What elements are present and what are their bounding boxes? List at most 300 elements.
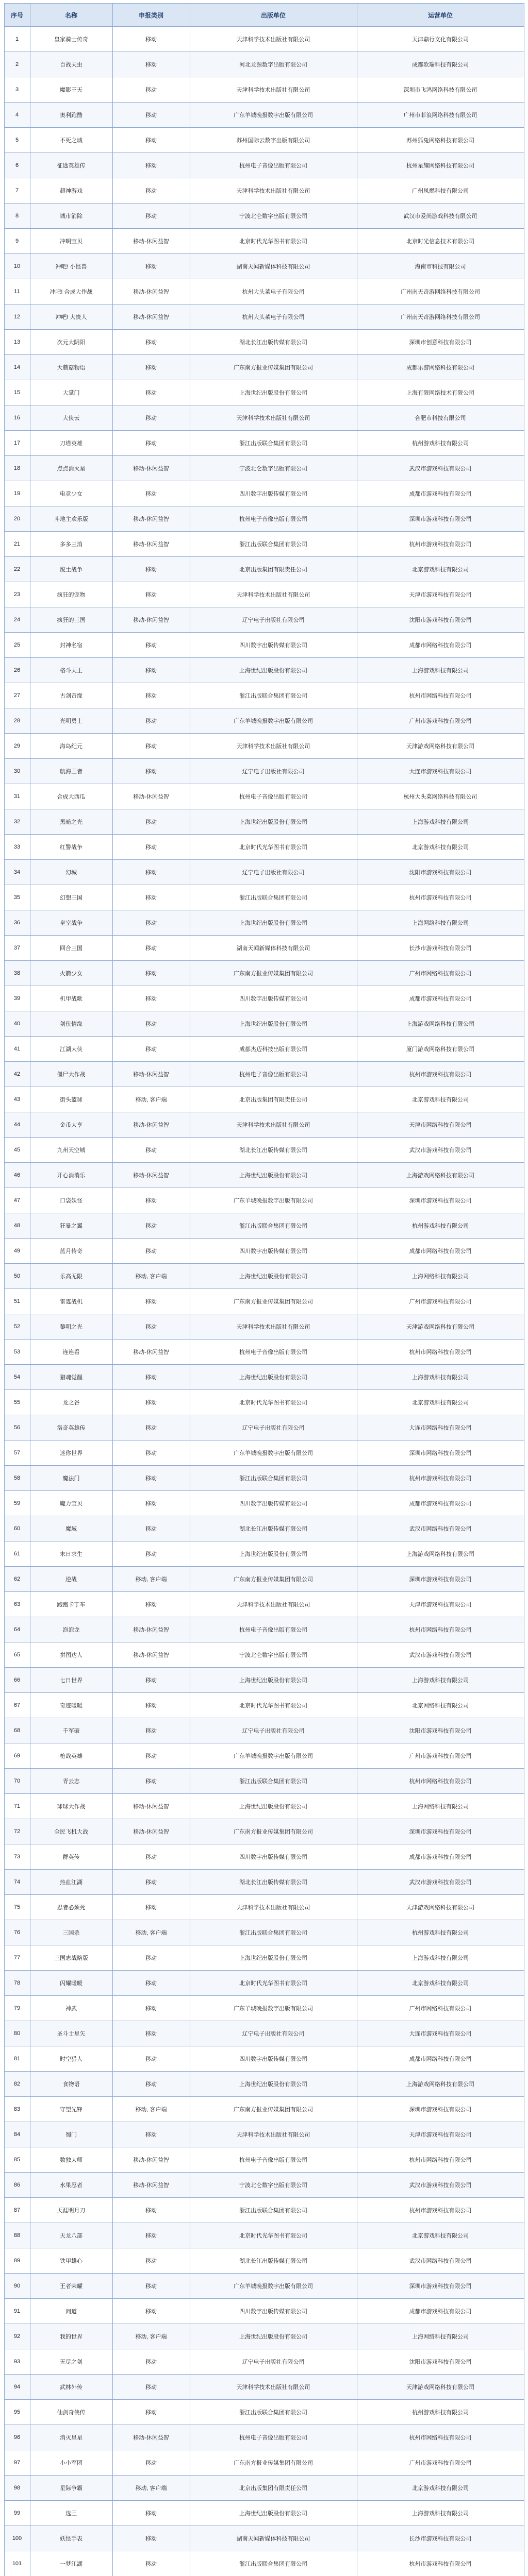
cell-index: 75 xyxy=(4,1895,30,1920)
cell-publisher: 浙江出版联合集团有限公司 xyxy=(190,431,357,456)
cell-category: 移动 xyxy=(112,936,190,961)
cell-category: 移动 xyxy=(112,1945,190,1971)
cell-category: 移动 xyxy=(112,1138,190,1163)
table-row xyxy=(4,1693,524,1718)
cell-name: 疯狂的宠物 xyxy=(30,582,112,607)
table-row xyxy=(4,1087,524,1112)
cell-operator: 上海游戏科技有限公司 xyxy=(357,1365,524,1390)
cell-operator: 上海游戏网络科技有限公司 xyxy=(357,1163,524,1188)
cell-category: 移动 xyxy=(112,658,190,683)
cell-category: 移动 xyxy=(112,1188,190,1213)
cell-operator: 北京游戏科技有限公司 xyxy=(357,1971,524,1996)
table-row xyxy=(4,1239,524,1264)
cell-operator: 上海游戏科技有限公司 xyxy=(357,809,524,835)
table-row xyxy=(4,380,524,405)
cell-index: 13 xyxy=(4,330,30,355)
cell-category: 移动 xyxy=(112,633,190,658)
cell-operator: 天津市游戏科技有限公司 xyxy=(357,2122,524,2147)
cell-index: 29 xyxy=(4,734,30,759)
cell-name: 开心消消乐 xyxy=(30,1163,112,1188)
cell-operator: 广州市网络科技有限公司 xyxy=(357,961,524,986)
cell-index: 87 xyxy=(4,2198,30,2223)
cell-index: 46 xyxy=(4,1163,30,1188)
cell-publisher: 上海世纪出版股份有限公司 xyxy=(190,1163,357,1188)
cell-index: 45 xyxy=(4,1138,30,1163)
cell-index: 71 xyxy=(4,1794,30,1819)
cell-publisher: 辽宁电子出版社有限公司 xyxy=(190,607,357,633)
cell-category: 移动 xyxy=(112,2349,190,2375)
cell-publisher: 辽宁电子出版社有限公司 xyxy=(190,759,357,784)
cell-operator: 天津鼎行文化有限公司 xyxy=(357,27,524,52)
cell-category: 移动 xyxy=(112,1213,190,1239)
cell-operator: 北京时光信息技术有限公司 xyxy=(357,229,524,254)
cell-name: 冲啊宝贝 xyxy=(30,229,112,254)
table-row xyxy=(4,2223,524,2248)
cell-category: 移动, 客户端 xyxy=(112,1264,190,1289)
cell-name: 征途英雄传 xyxy=(30,153,112,178)
table-row xyxy=(4,1617,524,1642)
cell-name: 格斗天王 xyxy=(30,658,112,683)
cell-index: 81 xyxy=(4,2046,30,2072)
cell-category: 移动 xyxy=(112,355,190,380)
cell-index: 93 xyxy=(4,2349,30,2375)
table-row xyxy=(4,2046,524,2072)
cell-category: 移动 xyxy=(112,2223,190,2248)
cell-name: 圣斗士星矢 xyxy=(30,2021,112,2046)
cell-category: 移动 xyxy=(112,1415,190,1440)
cell-index: 5 xyxy=(4,128,30,153)
table-row xyxy=(4,2198,524,2223)
cell-publisher: 上海世纪出版股份有限公司 xyxy=(190,2324,357,2349)
cell-category: 移动 xyxy=(112,153,190,178)
cell-name: 剑侠情缘 xyxy=(30,1011,112,1037)
cell-category: 移动 xyxy=(112,1516,190,1541)
table-row xyxy=(4,355,524,380)
cell-operator: 北京游戏科技有限公司 xyxy=(357,835,524,860)
cell-index: 79 xyxy=(4,1996,30,2021)
cell-operator: 广州南天奇游网络科技有限公司 xyxy=(357,279,524,304)
cell-index: 37 xyxy=(4,936,30,961)
cell-operator: 上海网络科技有限公司 xyxy=(357,910,524,936)
cell-operator: 上海网络科技有限公司 xyxy=(357,1264,524,1289)
cell-publisher: 北京时代光华图书有限公司 xyxy=(190,1390,357,1415)
table-row xyxy=(4,1743,524,1769)
cell-index: 34 xyxy=(4,860,30,885)
cell-operator: 沈阳市游戏科技有限公司 xyxy=(357,607,524,633)
cell-publisher: 天津科学技术出版社有限公司 xyxy=(190,2122,357,2147)
cell-category: 移动 xyxy=(112,708,190,734)
cell-publisher: 杭州大头菜电子有限公司 xyxy=(190,304,357,330)
cell-index: 66 xyxy=(4,1668,30,1693)
cell-category: 移动 xyxy=(112,2274,190,2299)
cell-category: 移动, 客户端 xyxy=(112,2324,190,2349)
cell-publisher: 广东南方报业传媒集团有限公司 xyxy=(190,1567,357,1592)
cell-publisher: 北京时代光华图书有限公司 xyxy=(190,229,357,254)
cell-publisher: 广东羊城晚报数字出版有限公司 xyxy=(190,708,357,734)
cell-index: 2 xyxy=(4,52,30,77)
cell-category: 移动 xyxy=(112,1239,190,1264)
cell-operator: 大连市游戏科技有限公司 xyxy=(357,759,524,784)
table-row xyxy=(4,784,524,809)
table-row xyxy=(4,2274,524,2299)
cell-index: 80 xyxy=(4,2021,30,2046)
table-row xyxy=(4,1188,524,1213)
cell-index: 69 xyxy=(4,1743,30,1769)
cell-index: 67 xyxy=(4,1693,30,1718)
cell-publisher: 上海世纪出版股份有限公司 xyxy=(190,910,357,936)
cell-publisher: 杭州电子音像出版有限公司 xyxy=(190,1617,357,1642)
cell-index: 94 xyxy=(4,2375,30,2400)
cell-name: 武林外传 xyxy=(30,2375,112,2400)
table-row xyxy=(4,1415,524,1440)
cell-index: 60 xyxy=(4,1516,30,1541)
cell-category: 移动-休闲益智 xyxy=(112,2173,190,2198)
cell-publisher: 苏州国际云数字出版有限公司 xyxy=(190,128,357,153)
cell-category: 移动-休闲益智 xyxy=(112,1794,190,1819)
cell-index: 36 xyxy=(4,910,30,936)
cell-category: 移动 xyxy=(112,2198,190,2223)
cell-name: 闪耀暖暖 xyxy=(30,1971,112,1996)
cell-name: 江湖大侠 xyxy=(30,1037,112,1062)
cell-operator: 上海网络科技有限公司 xyxy=(357,1794,524,1819)
cell-publisher: 广东羊城晚报数字出版有限公司 xyxy=(190,1996,357,2021)
cell-operator: 杭州市网络科技有限公司 xyxy=(357,683,524,708)
cell-publisher: 四川数字出版传媒有限公司 xyxy=(190,1239,357,1264)
cell-operator: 成都市游戏科技有限公司 xyxy=(357,1491,524,1516)
table-row xyxy=(4,2097,524,2122)
cell-publisher: 天津科学技术出版社有限公司 xyxy=(190,734,357,759)
cell-name: 狂暴之翼 xyxy=(30,1213,112,1239)
table-row xyxy=(4,405,524,431)
table-row xyxy=(4,2299,524,2324)
document-page xyxy=(4,0,524,2576)
cell-operator: 深圳市游戏科技有限公司 xyxy=(357,1567,524,1592)
cell-category: 移动 xyxy=(112,910,190,936)
cell-index: 33 xyxy=(4,835,30,860)
cell-index: 99 xyxy=(4,2501,30,2526)
cell-category: 移动 xyxy=(112,431,190,456)
cell-operator: 杭州市游戏科技有限公司 xyxy=(357,2198,524,2223)
cell-operator: 上海游戏科技有限公司 xyxy=(357,1668,524,1693)
cell-operator: 成都市游戏科技有限公司 xyxy=(357,481,524,506)
cell-index: 49 xyxy=(4,1239,30,1264)
cell-name: 魔影王天 xyxy=(30,77,112,103)
cell-operator: 杭州市游戏科技有限公司 xyxy=(357,1466,524,1491)
cell-publisher: 广东南方报业传媒集团有限公司 xyxy=(190,961,357,986)
table-row xyxy=(4,1794,524,1819)
table-row xyxy=(4,1819,524,1844)
cell-operator: 长沙市游戏科技有限公司 xyxy=(357,2526,524,2551)
table-row xyxy=(4,1213,524,1239)
cell-publisher: 广东羊城晚报数字出版有限公司 xyxy=(190,1188,357,1213)
table-row xyxy=(4,658,524,683)
cell-publisher: 上海世纪出版股份有限公司 xyxy=(190,1541,357,1567)
cell-operator: 杭州游戏科技有限公司 xyxy=(357,2400,524,2425)
cell-index: 62 xyxy=(4,1567,30,1592)
cell-publisher: 上海世纪出版股份有限公司 xyxy=(190,1668,357,1693)
header-name: 名称 xyxy=(30,4,112,27)
cell-name: 街头篮球 xyxy=(30,1087,112,1112)
cell-category: 移动 xyxy=(112,2375,190,2400)
cell-operator: 广州市游戏科技有限公司 xyxy=(357,1289,524,1314)
table-row xyxy=(4,734,524,759)
table-row xyxy=(4,860,524,885)
cell-publisher: 浙江出版联合集团有限公司 xyxy=(190,1920,357,1945)
cell-category: 移动 xyxy=(112,481,190,506)
cell-operator: 长沙市游戏科技有限公司 xyxy=(357,936,524,961)
cell-category: 移动-休闲益智 xyxy=(112,532,190,557)
cell-index: 20 xyxy=(4,506,30,532)
cell-category: 移动 xyxy=(112,2501,190,2526)
cell-category: 移动, 客户端 xyxy=(112,2476,190,2501)
cell-name: 热血江湖 xyxy=(30,1870,112,1895)
cell-publisher: 杭州大头菜电子有限公司 xyxy=(190,279,357,304)
cell-publisher: 宁波北仑数字出版有限公司 xyxy=(190,2173,357,2198)
cell-category: 移动-休闲益智 xyxy=(112,607,190,633)
table-row xyxy=(4,885,524,910)
cell-name: 神武 xyxy=(30,1996,112,2021)
table-row xyxy=(4,1668,524,1693)
table-row xyxy=(4,1920,524,1945)
table-row xyxy=(4,1163,524,1188)
cell-category: 移动 xyxy=(112,2122,190,2147)
cell-index: 22 xyxy=(4,557,30,582)
cell-operator: 深圳市游戏科技有限公司 xyxy=(357,1819,524,1844)
cell-name: 连连看 xyxy=(30,1340,112,1365)
cell-operator: 天津市游戏科技有限公司 xyxy=(357,582,524,607)
cell-category: 移动 xyxy=(112,1769,190,1794)
cell-name: 大掌门 xyxy=(30,380,112,405)
cell-operator: 北京游戏科技有限公司 xyxy=(357,557,524,582)
cell-operator: 杭州大头菜网络科技有限公司 xyxy=(357,784,524,809)
table-row xyxy=(4,178,524,204)
cell-operator: 天津游戏网络科技有限公司 xyxy=(357,734,524,759)
cell-publisher: 四川数字出版传媒有限公司 xyxy=(190,2299,357,2324)
cell-name: 刀塔英雄 xyxy=(30,431,112,456)
cell-publisher: 北京出版集团有限责任公司 xyxy=(190,2476,357,2501)
cell-publisher: 湖南天闻新媒体科技有限公司 xyxy=(190,254,357,279)
cell-operator: 深圳市飞鸿网络科技有限公司 xyxy=(357,77,524,103)
cell-index: 83 xyxy=(4,2097,30,2122)
cell-name: 千军破 xyxy=(30,1718,112,1743)
cell-publisher: 湖北长江出版传媒有限公司 xyxy=(190,2248,357,2274)
cell-name: 光明勇士 xyxy=(30,708,112,734)
cell-publisher: 浙江出版联合集团有限公司 xyxy=(190,1769,357,1794)
cell-operator: 北京游戏科技有限公司 xyxy=(357,2223,524,2248)
cell-operator: 杭州星耀网络科技有限公司 xyxy=(357,153,524,178)
cell-index: 96 xyxy=(4,2425,30,2450)
cell-publisher: 辽宁电子出版社有限公司 xyxy=(190,2349,357,2375)
cell-operator: 武汉市网络科技有限公司 xyxy=(357,1516,524,1541)
cell-name: 三国志战略版 xyxy=(30,1945,112,1971)
cell-name: 忍者必须死 xyxy=(30,1895,112,1920)
cell-index: 11 xyxy=(4,279,30,304)
cell-publisher: 天津科学技术出版社有限公司 xyxy=(190,1314,357,1340)
cell-operator: 广州市游戏科技有限公司 xyxy=(357,1743,524,1769)
cell-operator: 北京游戏科技有限公司 xyxy=(357,1390,524,1415)
cell-category: 移动 xyxy=(112,254,190,279)
cell-publisher: 浙江出版联合集团有限公司 xyxy=(190,885,357,910)
cell-operator: 广州市游戏科技有限公司 xyxy=(357,2450,524,2476)
table-row xyxy=(4,961,524,986)
cell-operator: 深圳市网络科技有限公司 xyxy=(357,1440,524,1466)
cell-publisher: 湖北长江出版传媒有限公司 xyxy=(190,1138,357,1163)
cell-operator: 成都市游戏科技有限公司 xyxy=(357,2299,524,2324)
cell-index: 14 xyxy=(4,355,30,380)
cell-index: 74 xyxy=(4,1870,30,1895)
table-row xyxy=(4,1844,524,1870)
table-row xyxy=(4,128,524,153)
cell-category: 移动 xyxy=(112,1365,190,1390)
cell-index: 28 xyxy=(4,708,30,734)
cell-category: 移动 xyxy=(112,52,190,77)
cell-name: 魔域 xyxy=(30,1516,112,1541)
cell-operator: 武汉市游戏科技有限公司 xyxy=(357,1870,524,1895)
cell-operator: 深圳市游戏科技有限公司 xyxy=(357,2097,524,2122)
table-row xyxy=(4,835,524,860)
cell-operator: 沈阳市游戏科技有限公司 xyxy=(357,860,524,885)
cell-name: 三国杀 xyxy=(30,1920,112,1945)
table-row xyxy=(4,1466,524,1491)
table-row xyxy=(4,2551,524,2576)
cell-publisher: 杭州电子音像出版有限公司 xyxy=(190,2147,357,2173)
table-row xyxy=(4,809,524,835)
cell-name: 群英传 xyxy=(30,1844,112,1870)
table-row xyxy=(4,1314,524,1340)
cell-category: 移动-休闲益智 xyxy=(112,2425,190,2450)
cell-index: 41 xyxy=(4,1037,30,1062)
cell-name: 问道 xyxy=(30,2299,112,2324)
cell-index: 77 xyxy=(4,1945,30,1971)
cell-index: 31 xyxy=(4,784,30,809)
table-row xyxy=(4,153,524,178)
cell-operator: 大连市游戏科技有限公司 xyxy=(357,2021,524,2046)
cell-publisher: 湖北长江出版传媒有限公司 xyxy=(190,330,357,355)
cell-index: 58 xyxy=(4,1466,30,1491)
cell-name: 末日求生 xyxy=(30,1541,112,1567)
cell-category: 移动-休闲益智 xyxy=(112,784,190,809)
cell-category: 移动 xyxy=(112,1466,190,1491)
cell-category: 移动-休闲益智 xyxy=(112,279,190,304)
cell-index: 101 xyxy=(4,2551,30,2576)
table-row xyxy=(4,2476,524,2501)
cell-name: 数独大师 xyxy=(30,2147,112,2173)
cell-operator: 广州市游戏科技有限公司 xyxy=(357,708,524,734)
cell-index: 57 xyxy=(4,1440,30,1466)
cell-name: 冲吧! 大贵人 xyxy=(30,304,112,330)
cell-category: 移动 xyxy=(112,2551,190,2576)
cell-name: 点点消灭星 xyxy=(30,456,112,481)
cell-index: 12 xyxy=(4,304,30,330)
table-body xyxy=(4,27,524,2576)
cell-publisher: 广东羊城晚报数字出版有限公司 xyxy=(190,103,357,128)
cell-name: 疯狂的三国 xyxy=(30,607,112,633)
cell-operator: 成都乐游网络科技有限公司 xyxy=(357,355,524,380)
cell-operator: 上海游戏网络科技有限公司 xyxy=(357,2072,524,2097)
cell-publisher: 宁波北仑数字出版有限公司 xyxy=(190,204,357,229)
cell-operator: 成都市游戏科技有限公司 xyxy=(357,1844,524,1870)
cell-index: 56 xyxy=(4,1415,30,1440)
table-row xyxy=(4,2324,524,2349)
cell-index: 85 xyxy=(4,2147,30,2173)
cell-index: 64 xyxy=(4,1617,30,1642)
cell-name: 铁甲雄心 xyxy=(30,2248,112,2274)
cell-name: 选王 xyxy=(30,2501,112,2526)
cell-index: 35 xyxy=(4,885,30,910)
cell-index: 100 xyxy=(4,2526,30,2551)
cell-name: 蜀门 xyxy=(30,2122,112,2147)
cell-name: 妖怪手表 xyxy=(30,2526,112,2551)
cell-index: 38 xyxy=(4,961,30,986)
header-publisher: 出版单位 xyxy=(190,4,357,27)
cell-name: 古剑奇缘 xyxy=(30,683,112,708)
table-row xyxy=(4,52,524,77)
cell-operator: 天津游戏网络科技有限公司 xyxy=(357,1314,524,1340)
cell-name: 乐高无限 xyxy=(30,1264,112,1289)
cell-publisher: 天津科学技术出版社有限公司 xyxy=(190,405,357,431)
cell-index: 50 xyxy=(4,1264,30,1289)
cell-category: 移动 xyxy=(112,986,190,1011)
table-row xyxy=(4,1945,524,1971)
table-row xyxy=(4,582,524,607)
cell-index: 8 xyxy=(4,204,30,229)
cell-index: 30 xyxy=(4,759,30,784)
cell-name: 七日世界 xyxy=(30,1668,112,1693)
cell-category: 移动 xyxy=(112,1870,190,1895)
cell-name: 我的世界 xyxy=(30,2324,112,2349)
table-row xyxy=(4,2147,524,2173)
cell-publisher: 北京时代光华图书有限公司 xyxy=(190,1693,357,1718)
cell-name: 红警战争 xyxy=(30,835,112,860)
cell-category: 移动 xyxy=(112,1037,190,1062)
cell-operator: 深圳市游戏科技有限公司 xyxy=(357,1188,524,1213)
cell-operator: 成都欧瑞科技有限公司 xyxy=(357,52,524,77)
table-row xyxy=(4,1642,524,1668)
cell-operator: 杭州市网络科技有限公司 xyxy=(357,1340,524,1365)
cell-category: 移动-休闲益智 xyxy=(112,456,190,481)
cell-category: 移动 xyxy=(112,1844,190,1870)
cell-operator: 广州市菲浪网络科技有限公司 xyxy=(357,103,524,128)
table-row xyxy=(4,506,524,532)
cell-index: 98 xyxy=(4,2476,30,2501)
cell-category: 移动 xyxy=(112,1971,190,1996)
cell-name: 大蘑菇物语 xyxy=(30,355,112,380)
cell-category: 移动 xyxy=(112,2400,190,2425)
table-row xyxy=(4,532,524,557)
cell-publisher: 北京出版集团有限责任公司 xyxy=(190,557,357,582)
cell-category: 移动 xyxy=(112,734,190,759)
table-row xyxy=(4,557,524,582)
cell-operator: 武汉市游戏科技有限公司 xyxy=(357,2173,524,2198)
cell-index: 84 xyxy=(4,2122,30,2147)
cell-category: 移动-休闲益智 xyxy=(112,1617,190,1642)
table-row xyxy=(4,2248,524,2274)
cell-operator: 上海网络科技有限公司 xyxy=(357,2324,524,2349)
cell-name: 百战天虫 xyxy=(30,52,112,77)
table-row xyxy=(4,77,524,103)
cell-publisher: 四川数字出版传媒有限公司 xyxy=(190,2046,357,2072)
cell-index: 86 xyxy=(4,2173,30,2198)
cell-name: 跑跑卡丁车 xyxy=(30,1592,112,1617)
cell-publisher: 成都杰迈科技出版有限公司 xyxy=(190,1037,357,1062)
cell-name: 龙之谷 xyxy=(30,1390,112,1415)
cell-category: 移动 xyxy=(112,809,190,835)
cell-name: 泡泡龙 xyxy=(30,1617,112,1642)
cell-operator: 海南市科技有限公司 xyxy=(357,254,524,279)
cell-index: 51 xyxy=(4,1289,30,1314)
cell-category: 移动 xyxy=(112,683,190,708)
cell-publisher: 浙江出版联合集团有限公司 xyxy=(190,1213,357,1239)
